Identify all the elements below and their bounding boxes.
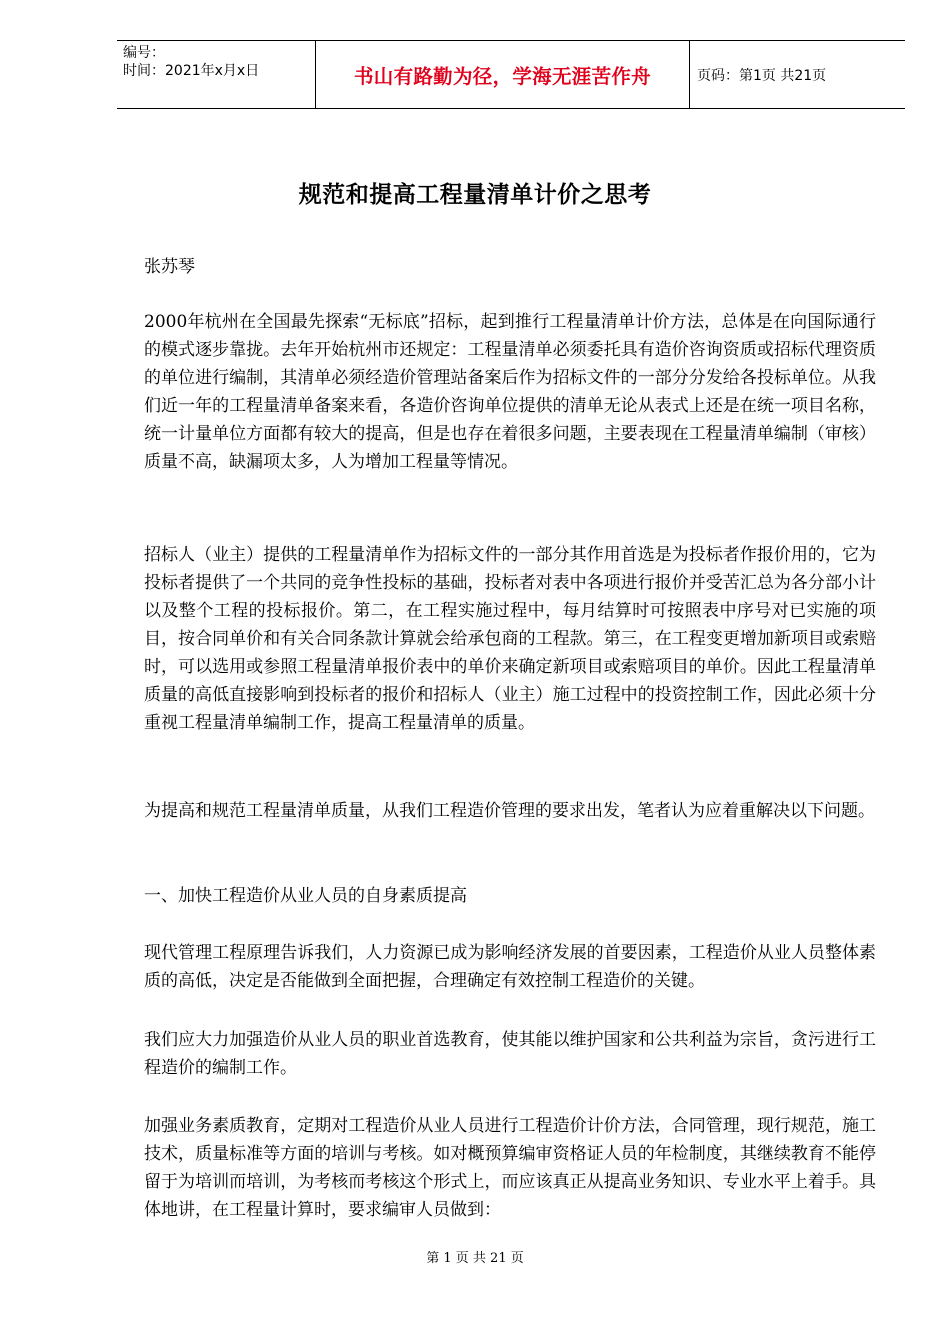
document-title: 规范和提高工程量清单计价之思考	[298, 182, 652, 208]
paragraph: 2000年杭州在全国最先探索“无标底”招标，起到推行工程量清单计价方法，总体是在向国际通行的模式逐步靠拢。去年开始杭州市还规定：工程量清单必须委托具有造价咨询资质或招标代理资质的单位进行编制，其清单必须经造价管理站备案后作为招标文件的一部分分发给各投标单位。从我们近一年的工程量清单备案来看，各造价咨询单位提供的清单无论从表式上还是在统一项目名称，统一计量单位方面都有较大的提高，但是也存在着很多问题，主要表现在工程量清单编制（审核）质量不高，缺漏项太多，人为增加工程量等情况。	[144, 312, 876, 472]
header-motto-cell	[315, 41, 690, 108]
document-time-label: 时间：2021年x月x日	[123, 63, 260, 79]
paragraph: 加强业务素质教育，定期对工程造价从业人员进行工程造价计价方法，合同管理，现行规范，施工技术，质量标准等方面的培训与考核。如对概预算编审资格证人员的年检制度，其继续教育不能停留于为培训而培训，为考核而考核这个形式上，而应该真正从提高业务知识、专业水平上着手。具体地讲，在工程量计算时，要求编审人员做到：	[144, 1116, 876, 1220]
paragraph: 现代管理工程原理告诉我们，人力资源已成为影响经济发展的首要因素，工程造价从业人员整体素质的高低，决定是否能做到全面把握，合理确定有效控制工程造价的关键。	[144, 943, 876, 991]
paragraph: 招标人（业主）提供的工程量清单作为招标文件的一部分其作用首选是为投标者作报价用的，它为投标者提供了一个共同的竞争性投标的基础，投标者对表中各项进行报价并受苦汇总为各分部小计以及整个工程的投标报价。第二，在工程实施过程中，每月结算时可按照表中序号对已实施的项目，按合同单价和有关合同条款计算就会给承包商的工程款。第三，在工程变更增加新项目或索赔时，可以选用或参照工程量清单报价表中的单价来确定新项目或索赔项目的单价。因此工程量清单质量的高低直接影响到投标者的报价和招标人（业主）施工过程中的投资控制工作，因此必须十分重视工程量清单编制工作，提高工程量清单的质量。	[144, 545, 876, 733]
header-motto: 书山有路勤为径，学海无涯苦作舟	[353, 64, 651, 88]
paragraph: 我们应大力加强造价从业人员的职业首选教育，使其能以维护国家和公共利益为宗旨，贪污进行工程造价的编制工作。	[144, 1030, 876, 1078]
page-footer: 第 1 页 共 21 页	[426, 1251, 524, 1266]
section-heading: 一、加快工程造价从业人员的自身素质提高	[144, 886, 467, 906]
header-meta-cell	[117, 41, 315, 108]
document-header	[117, 40, 905, 109]
header-page-info: 页码：第1页 共21页	[697, 67, 827, 84]
paragraph: 为提高和规范工程量清单质量，从我们工程造价管理的要求出发，笔者认为应着重解决以下问题。	[144, 801, 875, 821]
document-number-label: 编号：	[123, 45, 165, 61]
document-author: 张苏琴	[144, 257, 195, 277]
header-page-cell	[689, 41, 905, 108]
